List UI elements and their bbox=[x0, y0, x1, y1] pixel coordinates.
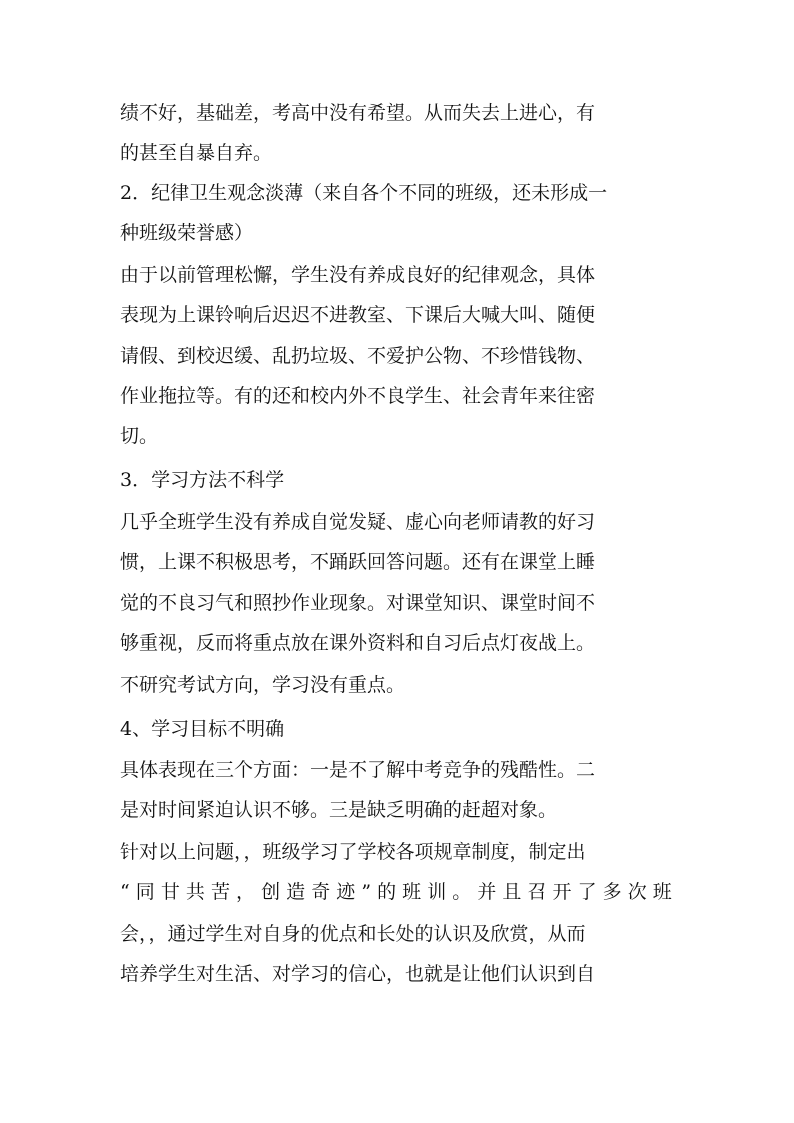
section-heading: 4、学习目标不明确 bbox=[120, 718, 285, 740]
text-line: 觉的不良习气和照抄作业现象。对课堂知识、课堂时间不 bbox=[120, 592, 596, 614]
text-line: 培养学生对生活、对学习的信心，也就是让他们认识到自 bbox=[120, 963, 596, 985]
text-line: 切。 bbox=[120, 425, 159, 447]
text-line: 绩不好，基础差，考高中没有希望。从而失去上进心，有 bbox=[120, 102, 596, 124]
text-line: 几乎全班学生没有养成自觉发疑、虚心向老师请教的好习 bbox=[120, 511, 596, 533]
text-line: 是对时间紧迫认识不够。三是缺乏明确的赶超对象。 bbox=[120, 799, 558, 821]
text-line: 会，，通过学生对自身的优点和长处的认识及欣赏，从而 bbox=[120, 923, 586, 945]
text-line: 具体表现在三个方面：一是不了解中考竞争的残酷性。二 bbox=[120, 759, 596, 781]
text-line: 的甚至自暴自弃。 bbox=[120, 142, 273, 164]
text-line: 不研究考试方向，学习没有重点。 bbox=[120, 674, 406, 696]
section-heading: 3．学习方法不科学 bbox=[120, 469, 285, 491]
text-line: 由于以前管理松懈，学生没有养成良好的纪律观念，具体 bbox=[120, 264, 596, 286]
text-line: 够重视，反而将重点放在课外资料和自习后点灯夜战上。 bbox=[120, 632, 596, 654]
text-line: 2．纪律卫生观念淡薄（来自各个不同的班级，还未形成一 bbox=[120, 182, 608, 204]
text-line: 作业拖拉等。有的还和校内外不良学生、社会青年来往密 bbox=[120, 385, 596, 407]
text-line: 针对以上问题，，班级学习了学校各项规章制度，制定出 bbox=[120, 841, 586, 863]
text-line: 请假、到校迟缓、乱扔垃圾、不爱护公物、不珍惜钱物、 bbox=[120, 345, 596, 367]
text-line-spaced: “ 同 甘 共 苦 ， 创 造 奇 迹 ” 的 班 训 。 并 且 召 开 了 多 次 班 bbox=[120, 881, 672, 903]
text-line: 表现为上课铃响后迟迟不进教室、下课后大喊大叫、随便 bbox=[120, 304, 596, 326]
text-line: 惯，上课不积极思考，不踊跃回答问题。还有在课堂上睡 bbox=[120, 551, 596, 573]
text-line: 种班级荣誉感） bbox=[120, 222, 254, 244]
